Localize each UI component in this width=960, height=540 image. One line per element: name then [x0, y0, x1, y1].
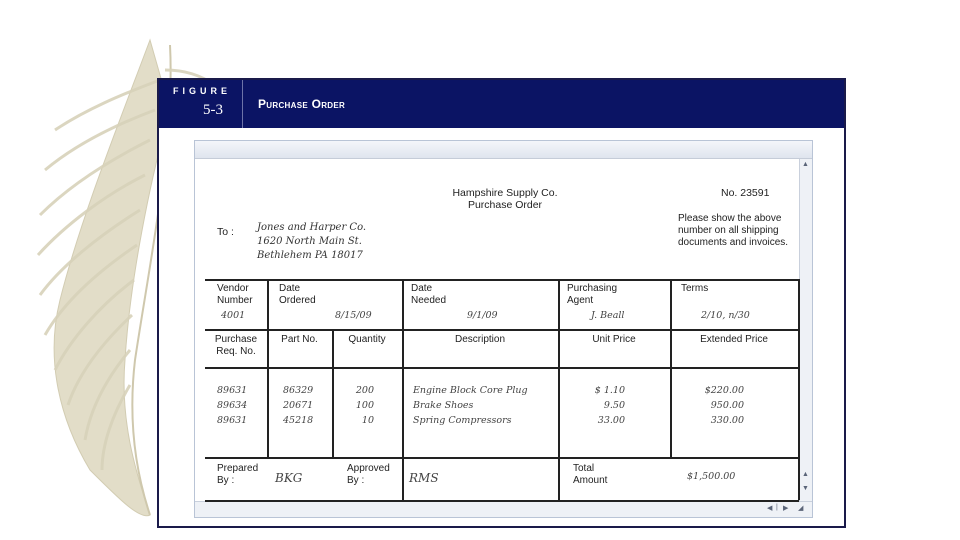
- date-ordered-value: 8/15/09: [335, 310, 372, 321]
- scroll-down-icon[interactable]: ▼: [802, 485, 809, 492]
- table-cell: $ 1.10: [594, 385, 625, 396]
- scroll-left-icon[interactable]: ◀: [767, 505, 773, 512]
- scroll-right-icon[interactable]: ▶: [783, 505, 789, 512]
- terms-value: 2/10, n/30: [701, 310, 750, 321]
- grid-line: [205, 329, 799, 331]
- resize-grip-icon[interactable]: ◢: [798, 505, 804, 512]
- description-column: [413, 383, 528, 428]
- vertical-scrollbar[interactable]: [799, 159, 812, 501]
- unit-price-column: [558, 383, 625, 428]
- column-header-extended-price: Extended Price: [700, 334, 768, 345]
- column-header-req-no: Purchase Req. No.: [214, 334, 258, 357]
- grid-line: [402, 279, 404, 500]
- grid-line: [205, 500, 799, 502]
- purchase-order-form: [205, 159, 799, 501]
- prepared-by-label: Prepared By :: [217, 463, 259, 486]
- date-ordered-label: Date Ordered: [279, 283, 316, 306]
- window-top-bar: [195, 141, 812, 159]
- header-divider: [242, 80, 243, 128]
- grid-line: [205, 457, 799, 459]
- vendor-number-value: 4001: [221, 310, 246, 321]
- date-needed-label: Date Needed: [411, 283, 447, 306]
- total-amount-value: $1,500.00: [687, 471, 736, 482]
- address-line: 1620 North Main St.: [257, 236, 362, 247]
- table-cell: 89631: [217, 385, 248, 396]
- table-cell: Engine Block Core Plug: [413, 385, 528, 396]
- address-line: Bethlehem PA 18017: [257, 250, 363, 261]
- document-window: [194, 140, 813, 518]
- company-header: [435, 187, 575, 211]
- table-cell: 10: [361, 415, 374, 426]
- figure-label: FIGURE: [173, 86, 232, 96]
- column-header-unit-price: Unit Price: [592, 334, 636, 345]
- to-label: To :: [217, 226, 234, 238]
- table-cell: 89634: [217, 400, 248, 411]
- form-title: Purchase Order: [467, 199, 543, 211]
- figure-number: 5-3: [203, 102, 223, 118]
- total-amount-label: Total Amount: [573, 463, 608, 486]
- date-needed-value: 9/1/09: [467, 310, 498, 321]
- po-note: Please show the above number on all shipping documents and invoices.: [678, 213, 789, 248]
- table-cell: 950.00: [710, 400, 744, 411]
- to-address: [257, 221, 366, 263]
- po-number: No. 23591: [721, 187, 770, 199]
- table-cell: 100: [355, 400, 374, 411]
- grid-line: [205, 279, 799, 281]
- approved-by-label: Approved By :: [347, 463, 390, 486]
- table-cell: 45218: [283, 415, 314, 426]
- table-cell: 330.00: [710, 415, 744, 426]
- table-cell: 33.00: [597, 415, 625, 426]
- address-line: Jones and Harper Co.: [257, 222, 367, 233]
- prepared-by-value: BKG: [275, 471, 303, 485]
- table-cell: 20671: [283, 400, 314, 411]
- purchasing-agent-label: Purchasing Agent: [567, 283, 618, 306]
- vendor-number-label: Vendor Number: [217, 283, 253, 306]
- quantity-column: [332, 383, 374, 428]
- part-no-column: [283, 383, 313, 428]
- figure-header: [159, 80, 844, 128]
- column-header-description: Description: [454, 334, 506, 345]
- grid-line: [670, 279, 672, 457]
- table-cell: $220.00: [704, 385, 744, 396]
- grid-line: [798, 279, 800, 500]
- extended-price-column: [670, 383, 744, 428]
- scroll-up-icon[interactable]: ▲: [802, 161, 809, 168]
- scroll-split-icon[interactable]: |: [776, 504, 778, 511]
- grid-line: [267, 279, 269, 457]
- table-cell: Brake Shoes: [413, 400, 474, 411]
- figure-title: Purchase Order: [258, 97, 346, 111]
- table-cell: 200: [355, 385, 374, 396]
- column-header-quantity: Quantity: [348, 334, 386, 345]
- terms-label: Terms: [681, 283, 709, 294]
- req-no-column: [217, 383, 247, 428]
- table-cell: 86329: [283, 385, 314, 396]
- horizontal-scrollbar[interactable]: [195, 501, 812, 517]
- table-cell: Spring Compressors: [413, 415, 512, 426]
- column-header-part-no: Part No.: [281, 334, 318, 345]
- grid-line: [205, 367, 799, 369]
- table-cell: 89631: [217, 415, 248, 426]
- company-name: Hampshire Supply Co.: [452, 187, 558, 199]
- approved-by-value: RMS: [409, 471, 439, 485]
- purchasing-agent-value: J. Beall: [591, 310, 625, 321]
- table-cell: 9.50: [603, 400, 625, 411]
- figure-frame: [157, 78, 846, 528]
- scroll-up-small-icon[interactable]: ▲: [802, 471, 809, 478]
